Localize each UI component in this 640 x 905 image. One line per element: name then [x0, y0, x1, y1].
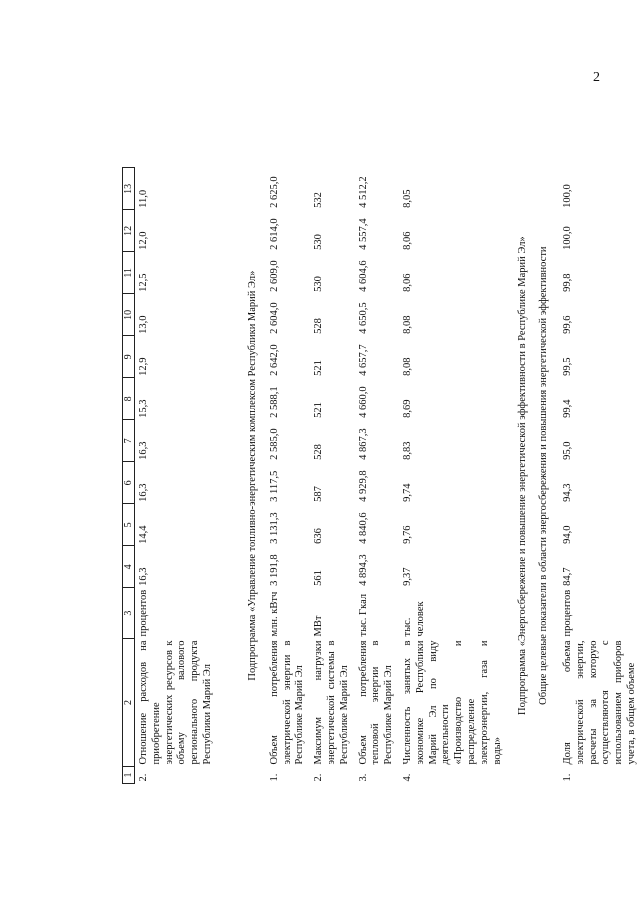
page-number: 2: [593, 70, 600, 85]
table-row: [559, 168, 640, 784]
value-cell: 3 117,5: [268, 470, 280, 502]
value-cell: 15,3: [138, 399, 149, 418]
header-row: [123, 168, 135, 784]
value-cell: 636: [313, 528, 325, 544]
subprogram-heading: [237, 168, 266, 784]
header-cell: 10: [123, 294, 135, 336]
value-cell: 8,83: [401, 441, 413, 460]
value-cell: 13,0: [138, 315, 149, 334]
indicator-name: Максимум нагрузки энергетической системы в Республике Марий Эл: [313, 640, 350, 765]
indicator-name: Отношение расходов на приобретение энергетических ресурсов к объему валового регионального продукта Республики Марий Эл: [138, 640, 213, 765]
row-number: 1.: [561, 773, 573, 782]
value-cell: 521: [313, 402, 325, 418]
header-cell: 2: [123, 639, 135, 767]
header-cell: 5: [123, 504, 135, 546]
value-cell: 4 929,8: [357, 470, 369, 502]
value-cell: 530: [313, 234, 325, 250]
value-cell: 4 657,7: [357, 344, 369, 376]
value-cell: 16,3: [138, 567, 149, 586]
value-cell: 4 660,0: [357, 386, 369, 418]
value-cell: 100,0: [561, 226, 573, 250]
row-number: 2.: [313, 773, 325, 782]
header-cell: 8: [123, 378, 135, 420]
unit-cell: процентов: [561, 589, 573, 637]
subprogram-subheading: [536, 168, 559, 784]
subprogram-subheading-text: Общие целевые показатели в области энергосбережения и повышения энергетической эффективности: [538, 246, 550, 705]
value-cell: 99,4: [561, 399, 573, 418]
value-cell: 16,3: [138, 441, 149, 460]
unit-cell: тыс. человек: [401, 601, 426, 637]
value-cell: 84,7: [561, 567, 573, 586]
value-cell: 94,0: [561, 525, 573, 544]
unit-cell: тыс. Гкал: [357, 593, 369, 637]
row-number: 2.: [138, 773, 149, 782]
rotated-table-block: [122, 89, 637, 784]
header-cell: 4: [123, 546, 135, 588]
value-cell: 12,0: [138, 231, 149, 250]
value-cell: 11,0: [138, 189, 149, 208]
table-row: [266, 168, 310, 784]
indicator-name: Доля объема электрической энергии, расчеты за которую осуществляются с использованием приборов учета, в общем объеме: [561, 640, 637, 765]
value-cell: 9,76: [401, 525, 413, 544]
indicator-name: Объем потребления электрической энергии в Республике Марий Эл: [268, 640, 306, 765]
value-cell: 3 191,8: [268, 554, 280, 586]
value-cell: 2 585,0: [268, 428, 280, 460]
value-cell: 4 557,4: [357, 218, 369, 250]
row-number: 4.: [401, 773, 413, 782]
table-row: [399, 168, 507, 784]
value-cell: 561: [313, 570, 325, 586]
value-cell: 8,69: [401, 399, 413, 418]
header-cell: 13: [123, 168, 135, 210]
value-cell: 99,5: [561, 357, 573, 376]
value-cell: 2 609,0: [268, 260, 280, 292]
subprogram-heading-text: Подпрограмма «Энергосбережение и повышение энергетической эффективности в Республике Марий Эл»: [517, 236, 529, 716]
value-cell: 8,05: [401, 189, 413, 208]
value-cell: 95,0: [561, 441, 573, 460]
value-cell: 2 625,0: [268, 176, 280, 208]
value-cell: 9,74: [401, 483, 413, 502]
table-row: [355, 168, 399, 784]
value-cell: 8,08: [401, 315, 413, 334]
value-cell: 9,37: [401, 567, 413, 586]
row-number: 3.: [357, 773, 369, 782]
value-cell: 8,08: [401, 357, 413, 376]
value-cell: 532: [313, 192, 325, 208]
value-cell: 4 604,6: [357, 260, 369, 292]
header-cell: 11: [123, 252, 135, 294]
header-cell: 9: [123, 336, 135, 378]
value-cell: 2 614,0: [268, 218, 280, 250]
value-cell: 4 867,3: [357, 428, 369, 460]
indicator-name: Объем потребления тепловой энергии в Республике Марий Эл: [357, 640, 395, 765]
unit-cell: МВт: [313, 615, 325, 637]
unit-cell: процентов: [138, 589, 149, 637]
value-cell: 12,9: [138, 357, 149, 376]
indicator-name: Численность занятых в экономике Республики Марий Эл по виду деятельности «Производство и распределение электроэнергии, газа и воды»: [401, 640, 503, 765]
value-cell: 94,3: [561, 483, 573, 502]
header-cell: 3: [123, 588, 135, 639]
value-cell: 8,06: [401, 273, 413, 292]
value-cell: 4 894,3: [357, 554, 369, 586]
subprogram-heading: [507, 168, 536, 784]
value-cell: 16,3: [138, 483, 149, 502]
header-cell: 1: [123, 767, 135, 784]
value-cell: 3 131,3: [268, 512, 280, 544]
table-row: [310, 168, 354, 784]
header-cell: 7: [123, 420, 135, 462]
indicators-table: [122, 167, 640, 784]
value-cell: 528: [313, 318, 325, 334]
subprogram-heading-text: Подпрограмма «Управление топливно-энергетическим комплексом Республики Марий Эл»: [247, 270, 258, 681]
value-cell: 2 588,1: [268, 386, 280, 418]
value-cell: 587: [313, 486, 325, 502]
value-cell: 99,6: [561, 315, 573, 334]
header-cell: 6: [123, 462, 135, 504]
value-cell: 530: [313, 276, 325, 292]
value-cell: 99,8: [561, 273, 573, 292]
value-cell: 521: [313, 360, 325, 376]
value-cell: 2 642,0: [268, 344, 280, 376]
value-cell: 4 512,2: [357, 176, 369, 208]
header-cell: 12: [123, 210, 135, 252]
table-row: [135, 168, 238, 784]
value-cell: 14,4: [138, 525, 149, 544]
value-cell: 528: [313, 444, 325, 460]
value-cell: 2 604,0: [268, 302, 280, 334]
value-cell: 12,5: [138, 273, 149, 292]
value-cell: 4 650,5: [357, 302, 369, 334]
value-cell: 8,06: [401, 231, 413, 250]
value-cell: 100,0: [561, 184, 573, 208]
unit-cell: млн. кВтч: [268, 591, 280, 637]
value-cell: 4 840,6: [357, 512, 369, 544]
row-number: 1.: [268, 773, 280, 782]
